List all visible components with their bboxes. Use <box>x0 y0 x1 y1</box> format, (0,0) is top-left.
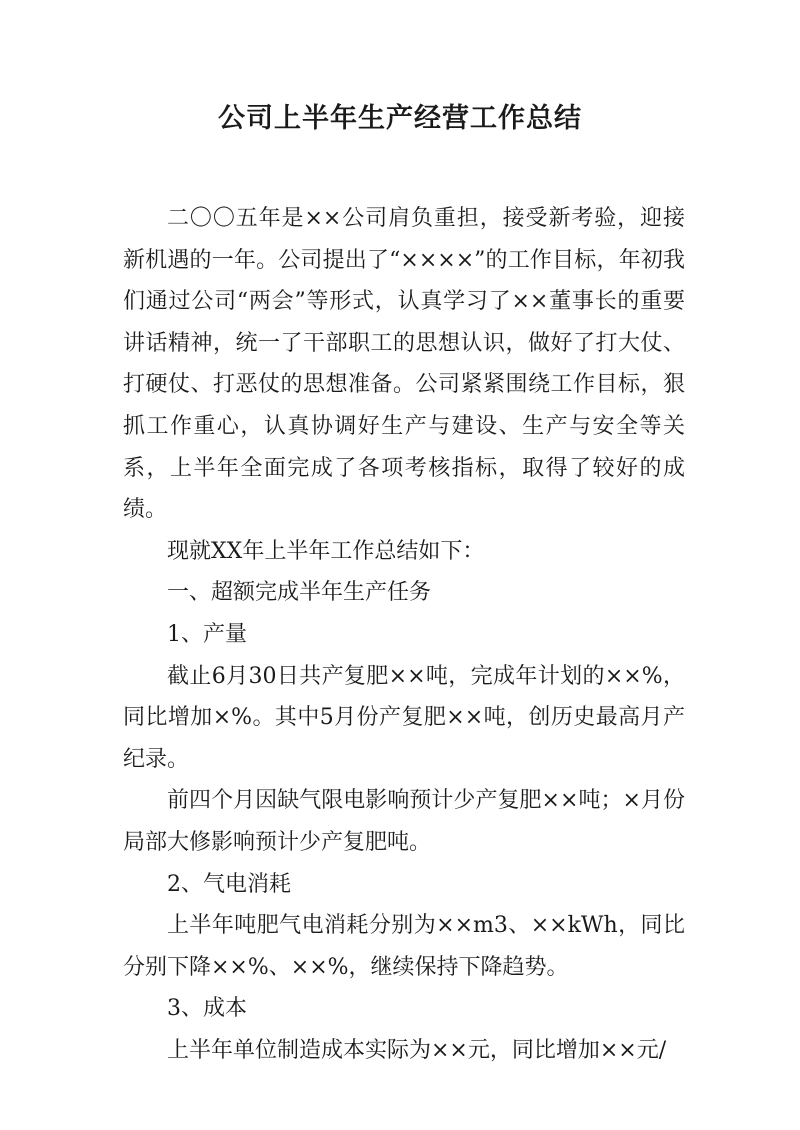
section-heading-1: 一、超额完成半年生产任务 <box>167 580 432 606</box>
document-body <box>123 198 685 1071</box>
paragraph-output-loss: 前四个月因缺气限电影响预计少产复肥××吨；×月份局部大修影响预计少产复肥吨。 <box>123 788 685 855</box>
paragraph-output: 截止6月30日共产复肥××吨，完成年计划的××%，同比增加×%。其中5月份产复肥××吨，创历史最高月产纪录。 <box>123 663 685 772</box>
paragraph-consumption: 上半年吨肥气电消耗分别为××m3、××kWh，同比分别下降××%、××%，继续保持下降趋势。 <box>123 913 685 980</box>
paragraph-summary-lead: 现就XX年上半年工作总结如下： <box>167 538 485 564</box>
subheading-consumption: 2、气电消耗 <box>167 871 291 897</box>
paragraph-intro: 二〇〇五年是××公司肩负重担，接受新考验，迎接新机遇的一年。公司提出了“××××”的工作目标，年初我们通过公司“两会”等形式，认真学习了××董事长的重要讲话精神，统一了干部职工的思想认识，做好了打大仗、打硬仗、打恶仗的思想准备。公司紧紧围绕工作目标，狠抓工作重心，认真协调好生产与建设、生产与安全等关系，上半年全面完成了各项考核指标，取得了较好的成绩。 <box>123 206 685 523</box>
paragraph-cost: 上半年单位制造成本实际为××元，同比增加××元/ <box>167 1037 667 1063</box>
subheading-output: 1、产量 <box>167 621 247 647</box>
subheading-cost: 3、成本 <box>167 996 247 1022</box>
document-title: 公司上半年生产经营工作总结 <box>218 103 582 134</box>
